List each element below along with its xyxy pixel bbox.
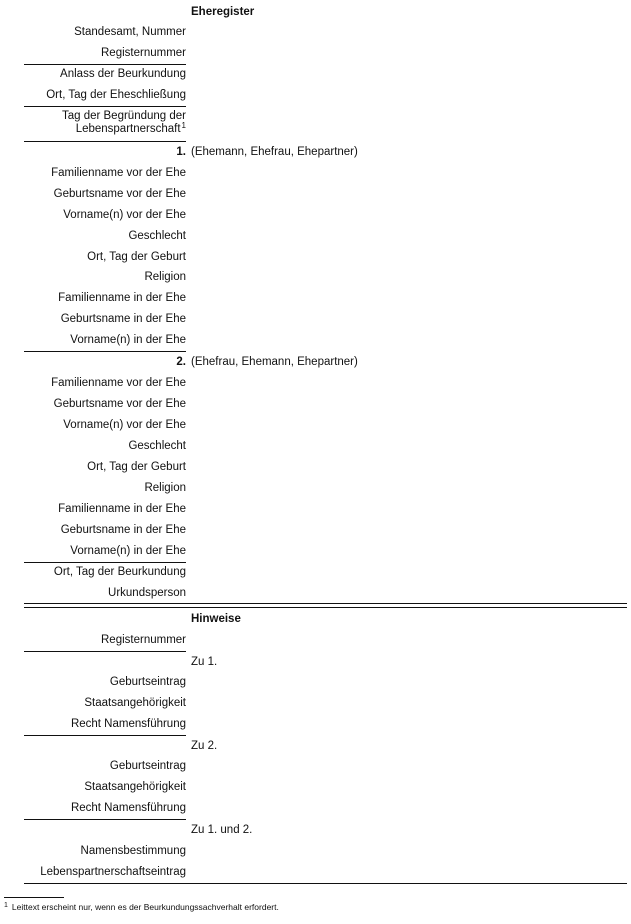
label-ort-tag-eheschliessung: Ort, Tag der Eheschließung (46, 89, 186, 101)
zu1-label-recht-namensfuehrung: Recht Namensführung (70, 718, 186, 730)
footnote-marker: 1 (4, 902, 8, 909)
footnote (4, 902, 279, 914)
person2-number: 2. (176, 356, 186, 368)
label-urkundsperson: Urkundsperson (108, 587, 186, 599)
zu12-label-namensbestimmung: Namensbestimmung (80, 845, 186, 857)
p1-label-geburtsname-in: Geburtsname in der Ehe (60, 313, 186, 325)
hinweise-label-registernummer: Registernummer (101, 634, 186, 646)
zu2-label-geburtseintrag: Geburtseintrag (109, 760, 186, 772)
p2-label-geschlecht: Geschlecht (128, 440, 186, 452)
p2-label-familienname-in: Familienname in der Ehe (58, 503, 186, 515)
divider (24, 64, 186, 65)
p1-label-vornamen-vor: Vorname(n) vor der Ehe (63, 209, 186, 221)
p1-label-religion: Religion (144, 271, 186, 283)
divider (24, 141, 186, 142)
hinweise-zu1-heading: Zu 1. (191, 656, 218, 668)
p2-label-familienname-vor: Familienname vor der Ehe (51, 377, 186, 389)
divider (24, 735, 186, 736)
p1-label-geburtsname-vor: Geburtsname vor der Ehe (53, 188, 186, 200)
p2-label-vornamen-in: Vorname(n) in der Ehe (70, 545, 186, 557)
p1-label-geschlecht: Geschlecht (128, 230, 186, 242)
label-standesamt-nummer: Standesamt, Nummer (74, 26, 186, 38)
label-begruendung-line2 (0, 123, 186, 136)
p2-label-ort-tag-geburt: Ort, Tag der Geburt (87, 461, 186, 473)
divider (24, 819, 186, 820)
section-divider-end (24, 883, 627, 884)
section-title-eheregister: Eheregister (191, 6, 255, 18)
footnote-text: Leittext erscheint nur, wenn es der Beurkundungssachverhalt erfordert. (11, 902, 279, 912)
p2-label-religion: Religion (144, 482, 186, 494)
p2-label-vornamen-vor: Vorname(n) vor der Ehe (63, 419, 186, 431)
hinweise-zu12-heading: Zu 1. und 2. (191, 824, 253, 836)
label-anlass-beurkundung: Anlass der Beurkundung (60, 68, 186, 80)
p1-label-familienname-vor: Familienname vor der Ehe (51, 167, 186, 179)
p1-label-ort-tag-geburt: Ort, Tag der Geburt (87, 251, 186, 263)
zu1-label-staatsangehoerigkeit: Staatsangehörigkeit (84, 697, 186, 709)
person2-role: (Ehefrau, Ehemann, Ehepartner) (191, 356, 358, 368)
zu12-label-lebenspartnerschaftseintrag: Lebenspartnerschaftseintrag (40, 866, 186, 878)
zu2-label-recht-namensfuehrung: Recht Namensführung (70, 802, 186, 814)
section-divider-top (24, 603, 627, 604)
p2-label-geburtsname-in: Geburtsname in der Ehe (60, 524, 186, 536)
section-title-hinweise: Hinweise (191, 613, 241, 625)
section-divider-bottom (24, 607, 627, 608)
divider (24, 562, 186, 563)
divider (24, 106, 186, 107)
person1-number: 1. (176, 146, 186, 158)
zu2-label-staatsangehoerigkeit: Staatsangehörigkeit (84, 781, 186, 793)
person1-role: (Ehemann, Ehefrau, Ehepartner) (191, 146, 358, 158)
zu1-label-geburtseintrag: Geburtseintrag (109, 676, 186, 688)
p1-label-vornamen-in: Vorname(n) in der Ehe (70, 334, 186, 346)
hinweise-zu2-heading: Zu 2. (191, 740, 218, 752)
divider (24, 351, 186, 352)
footnote-separator (4, 897, 64, 898)
label-registernummer: Registernummer (101, 47, 186, 59)
label-ort-tag-beurkundung: Ort, Tag der Beurkundung (53, 566, 186, 578)
divider (24, 651, 186, 652)
label-begruendung-line1: Tag der Begründung der (61, 110, 186, 122)
p1-label-familienname-in: Familienname in der Ehe (58, 292, 186, 304)
label-begruendung-text: Lebenspartnerschaft (75, 123, 181, 135)
footnote-reference: 1 (181, 121, 186, 130)
p2-label-geburtsname-vor: Geburtsname vor der Ehe (53, 398, 186, 410)
